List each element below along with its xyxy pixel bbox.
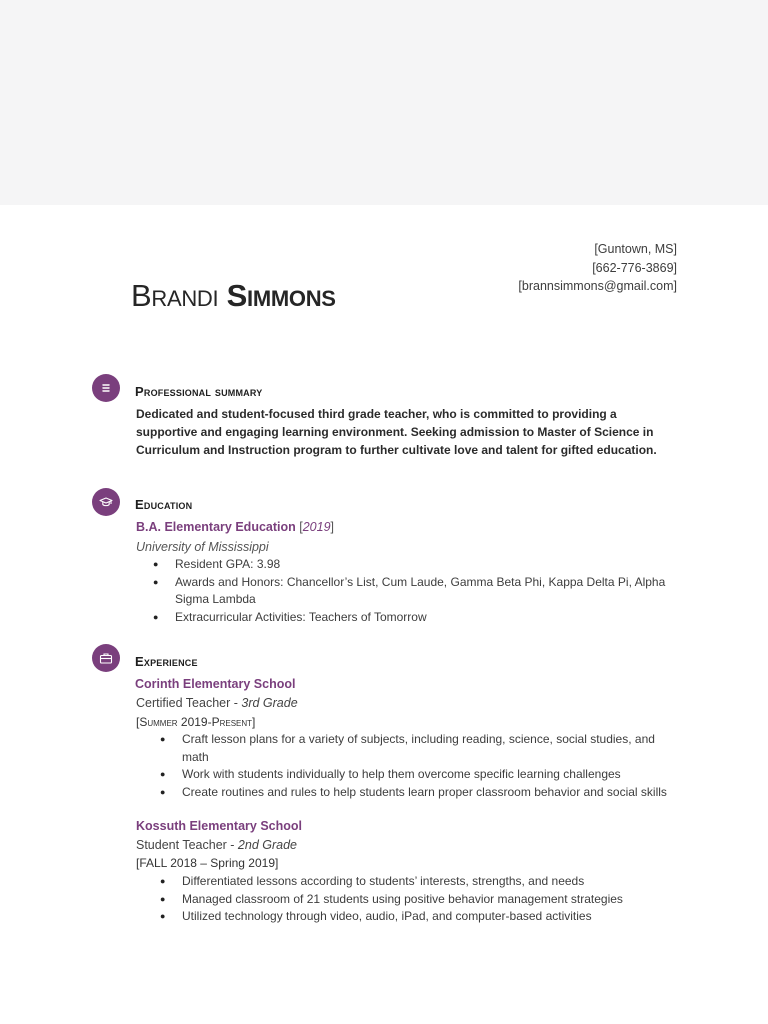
job-dates: [Summer 2019-Present]	[136, 715, 256, 729]
education-heading: Education	[135, 497, 193, 512]
list-item: ● Managed classroom of 21 students using positive behavior management strategies	[160, 891, 682, 909]
first-name: Brandi	[131, 278, 219, 313]
resume-name	[131, 278, 336, 314]
summary-heading: Professional summary	[135, 384, 263, 399]
degree-title: B.A. Elementary Education	[136, 520, 296, 534]
list-item: ● Craft lesson plans for a variety of subjects, including reading, science, social studies, and math	[160, 731, 682, 766]
job-bullets	[160, 731, 682, 801]
top-background-band	[0, 0, 768, 205]
job-grade: 3rd Grade	[241, 696, 298, 710]
degree-line	[136, 520, 334, 534]
job-role	[136, 838, 297, 852]
contact-location: [Guntown, MS]	[594, 242, 677, 256]
briefcase-icon	[92, 644, 120, 672]
job-school: Kossuth Elementary School	[136, 819, 303, 833]
graduation-cap-icon	[92, 488, 120, 516]
year-bracket-open: [	[299, 520, 303, 534]
list-item: ● Work with students individually to help them overcome specific learning challenges	[160, 766, 682, 784]
year-bracket-close: ]	[330, 520, 335, 534]
job-bullets	[160, 873, 682, 926]
job-grade: 2nd Grade	[237, 838, 297, 852]
job-role	[136, 696, 298, 710]
contact-block	[518, 240, 677, 296]
education-bullets	[153, 556, 681, 626]
contact-phone: [662-776-3869]	[592, 260, 677, 275]
list-item: ● Resident GPA: 3.98	[153, 556, 681, 574]
list-item: ● Differentiated lessons according to students’ interests, strengths, and needs	[160, 873, 682, 891]
list-item: ● Utilized technology through video, audio, iPad, and computer-based activities	[160, 908, 682, 926]
summary-text: Dedicated and student-focused third grade teacher, who is committed to providing a supportive and engaging learning environment. Seeking admission to Master of Science in Curriculum and Instruction program to further cultivate love and talent for gifted education.	[136, 407, 657, 457]
list-item: ● Awards and Honors: Chancellor’s List, Cum Laude, Gamma Beta Phi, Kappa Delta Pi, Alpha Sigma Lambda	[153, 574, 681, 609]
list-item: ● Extracurricular Activities: Teachers of Tomorrow	[153, 609, 681, 627]
list-item: ● Create routines and rules to help students learn proper classroom behavior and social skills	[160, 784, 682, 802]
job-dates: [FALL 2018 – Spring 2019]	[136, 856, 279, 870]
experience-heading: Experience	[135, 654, 198, 669]
job-school: Corinth Elementary School	[135, 677, 296, 691]
job-title: Certified Teacher -	[136, 696, 242, 710]
contact-email: [brannsimmons@gmail.com]	[518, 279, 677, 293]
last-name: Simmons	[226, 278, 336, 313]
list-icon	[92, 374, 120, 402]
job-title: Student Teacher -	[136, 838, 238, 852]
degree-year: 2019	[302, 520, 331, 534]
university-name: University of Mississippi	[136, 540, 269, 554]
